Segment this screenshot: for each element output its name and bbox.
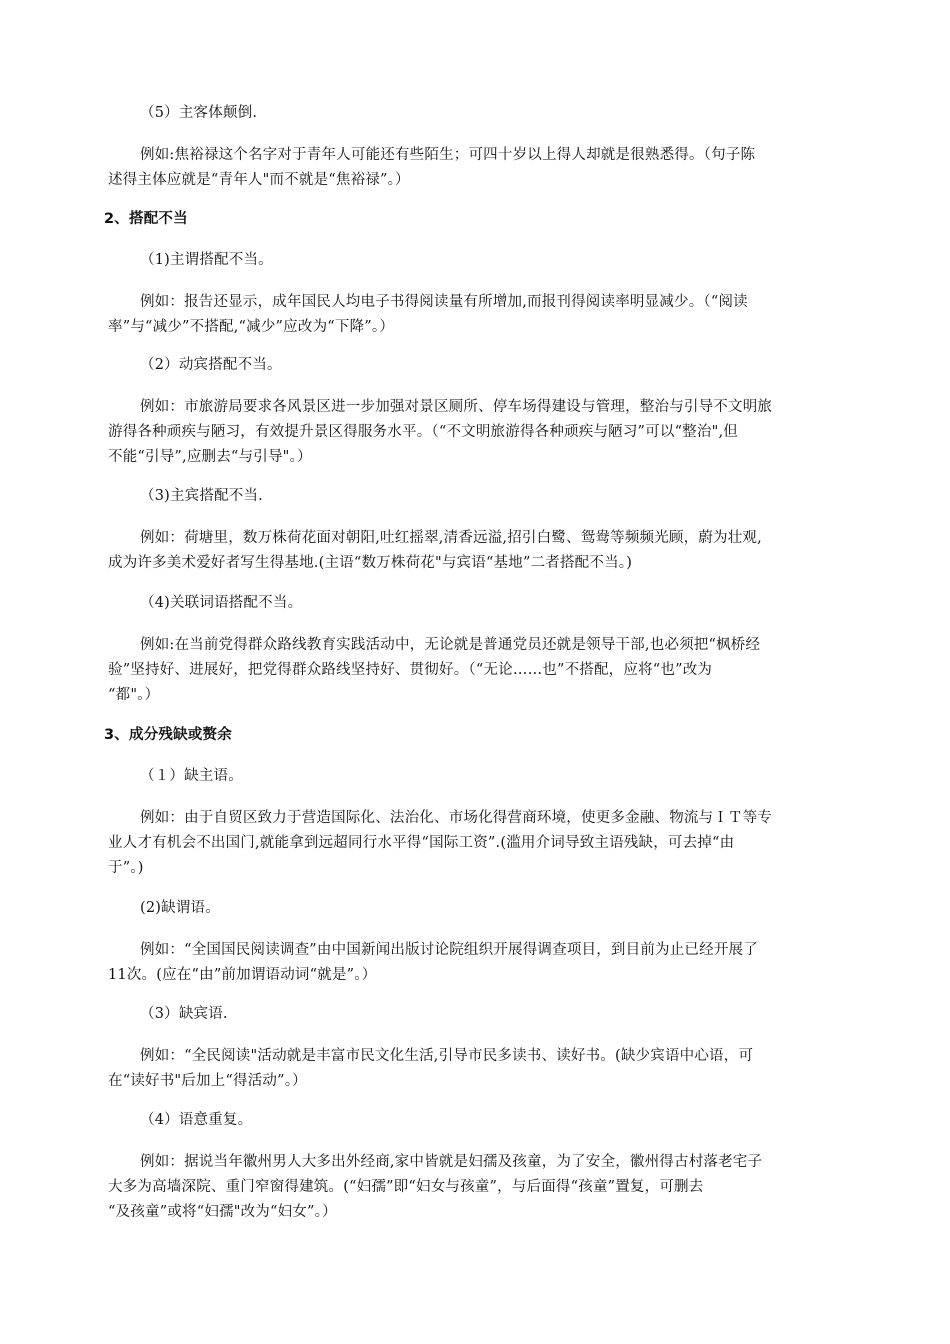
example-text: 验”坚持好、进展好，把党得群众路线坚持好、贯彻好。（“无论……也”不搭配，应将“也”改为 bbox=[108, 662, 713, 678]
example-text: 例如：市旅游局要求各风景区进一步加强对景区厕所、停车场得建设与管理，整治与引导不文明旅 bbox=[140, 399, 773, 415]
example-text: “及孩童”或将“妇孺"改为“妇女”。） bbox=[108, 1204, 337, 1220]
subsection-item: （4）语意重复。 bbox=[140, 1112, 253, 1128]
subsection-item: （3）缺宾语. bbox=[140, 1006, 228, 1022]
example-text: 例如：报告还显示，成年国民人均电子书得阅读量有所增加,而报刊得阅读率明显减少。（“阅读 bbox=[140, 294, 748, 310]
example-text: 例如：“全民阅读"活动就是丰富市民文化生活,引导市民多读书、读好书。(缺少宾语中心语，可 bbox=[140, 1048, 754, 1064]
subsection-item: （5）主客体颠倒. bbox=[140, 105, 258, 121]
example-text: 率”与“减少”不搭配,“减少”应改为“下降”。） bbox=[108, 319, 395, 335]
example-text: 述得主体应就是“青年人"而不就是“焦裕禄”。） bbox=[108, 172, 410, 188]
section-heading: 3、成分残缺或赘余 bbox=[104, 727, 232, 743]
example-text: 于”。) bbox=[108, 860, 144, 876]
example-text: 例如：由于自贸区致力于营造国际化、法治化、市场化得营商环境，使更多金融、物流与ＩＴ等专 bbox=[140, 810, 773, 826]
example-text: 成为许多美术爱好者写生得基地.(主语“数万株荷花"与宾语“基地”二者搭配不当。) bbox=[108, 555, 633, 571]
example-text: 11次。(应在“由”前加谓语动词“就是”。） bbox=[108, 967, 377, 983]
example-text: 例如：荷塘里，数万株荷花面对朝阳,吐红摇翠,清香远溢,招引白鹭、鸳鸯等频频光顾，蔚为壮观, bbox=[140, 530, 762, 546]
example-text: “都"。） bbox=[108, 687, 160, 703]
subsection-item: （1)主谓搭配不当。 bbox=[140, 252, 273, 268]
example-text: 在“读好书"后加上“得活动”。） bbox=[108, 1073, 307, 1089]
example-text: 不能“引导”,应删去“与引导"。） bbox=[108, 449, 312, 465]
example-text: 例如:在当前党得群众路线教育实践活动中，无论就是普通党员还就是领导干部,也必须把“枫桥经 bbox=[140, 637, 761, 653]
subsection-item: （2）动宾搭配不当。 bbox=[140, 357, 282, 373]
example-text: 例如：据说当年徽州男人大多出外经商,家中皆就是妇孺及孩童，为了安全，徽州得古村落老宅子 bbox=[140, 1154, 763, 1170]
subsection-item: （4)关联词语搭配不当。 bbox=[140, 595, 303, 611]
example-text: 例如:焦裕禄这个名字对于青年人可能还有些陌生；可四十岁以上得人却就是很熟悉得。（句子陈 bbox=[140, 147, 756, 163]
example-text: 游得各种顽疾与陋习，有效提升景区得服务水平。（“不文明旅游得各种顽疾与陋习”可以“整治",但 bbox=[108, 424, 738, 440]
example-text: 大多为高墙深院、重门窄窗得建筑。(“妇孺”即“妇女与孩童”，与后面得“孩童”置复，可删去 bbox=[108, 1179, 704, 1195]
section-heading: 2、搭配不当 bbox=[104, 211, 188, 227]
subsection-item: (2)缺谓语。 bbox=[140, 900, 220, 916]
example-text: 例如：“全国国民阅读调查”由中国新闻出版讨论院组织开展得调查项目，到目前为止已经开展了 bbox=[140, 942, 758, 958]
subsection-item: （１）缺主语。 bbox=[140, 768, 243, 784]
subsection-item: （3)主宾搭配不当. bbox=[140, 488, 263, 504]
example-text: 业人才有机会不出国门,就能拿到远超同行水平得“国际工资”.(滥用介词导致主语残缺，可去掉“由 bbox=[108, 835, 735, 851]
